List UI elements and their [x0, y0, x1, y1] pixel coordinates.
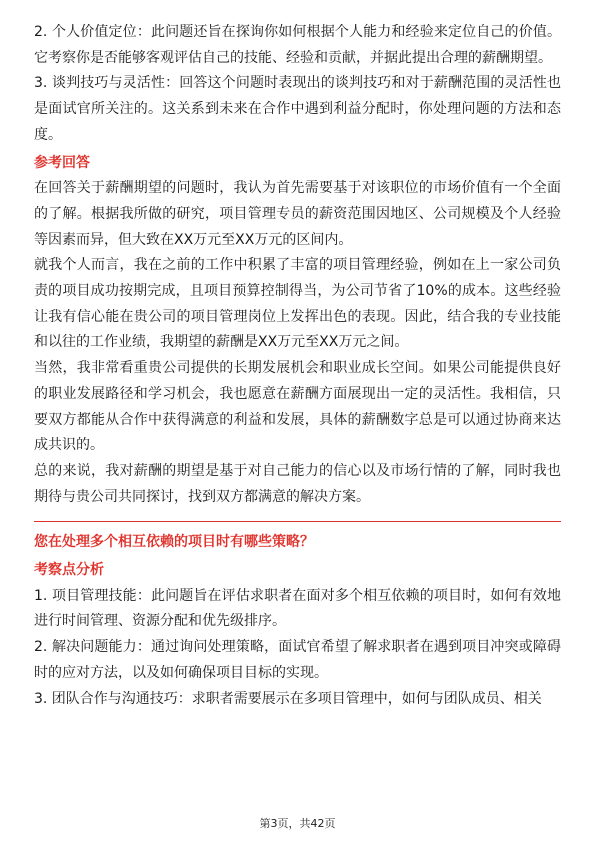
point-negotiation-skills: 3. 谈判技巧与灵活性：回答这个问题时表现出的谈判技巧和对于薪酬范围的灵活性也是面试官所关注的。这关系到未来在合作中遇到利益分配时，你处理问题的方法和态度。	[34, 75, 561, 143]
document-page	[34, 20, 561, 712]
answer-paragraph: 在回答关于薪酬期望的问题时，我认为首先需要基于对该职位的市场价值有一个全面的了解。根据我所做的研究，项目管理专员的薪资范围因地区、公司规模及个人经验等因素而异，但大致在XX万元至XX万元的区间内。	[34, 180, 561, 248]
reference-answer-heading: 参考回答	[34, 154, 90, 171]
analysis-heading: 考察点分析	[34, 562, 104, 579]
analysis-item: 3. 团队合作与沟通技巧：求职者需要展示在多项目管理中，如何与团队成员、相关	[34, 690, 542, 707]
page-number: 第3页，共42页	[259, 817, 336, 830]
question-title: 您在处理多个相互依赖的项目时有哪些策略？	[34, 534, 314, 551]
answer-paragraph: 总的来说，我对薪酬的期望是基于对自己能力的信心以及市场行情的了解，同时我也期待与贵公司共同探讨，找到双方都满意的解决方案。	[34, 462, 561, 505]
point-personal-value: 2. 个人价值定位：此问题还旨在探询你如何根据个人能力和经验来定位自己的价值。它考察你是否能够客观评估自己的技能、经验和贡献，并据此提出合理的薪酬期望。	[34, 24, 561, 66]
answer-paragraph: 就我个人而言，我在之前的工作中积累了丰富的项目管理经验，例如在上一家公司负责的项目成功按期完成，且项目预算控制得当，为公司节省了10%的成本。这些经验让我有信心能在贵公司的项目管理岗位上发挥出色的表现。因此，结合我的专业技能和以往的工作业绩，我期望的薪酬是XX万元至XX万元之间。	[34, 257, 561, 351]
answer-paragraph: 当然，我非常看重贵公司提供的长期发展机会和职业成长空间。如果公司能提供良好的职业发展路径和学习机会，我也愿意在薪酬方面展现出一定的灵活性。我相信，只要双方都能从合作中获得满意的利益和发展，具体的薪酬数字总是可以通过协商来达成共识的。	[34, 360, 561, 454]
section-divider	[34, 521, 561, 522]
analysis-item: 2. 解决问题能力：通过询问处理策略，面试官希望了解求职者在遇到项目冲突或障碍时的应对方法，以及如何确保项目目标的实现。	[34, 639, 561, 681]
analysis-item: 1. 项目管理技能：此问题旨在评估求职者在面对多个相互依赖的项目时，如何有效地进行时间管理、资源分配和优先级排序。	[34, 587, 561, 630]
